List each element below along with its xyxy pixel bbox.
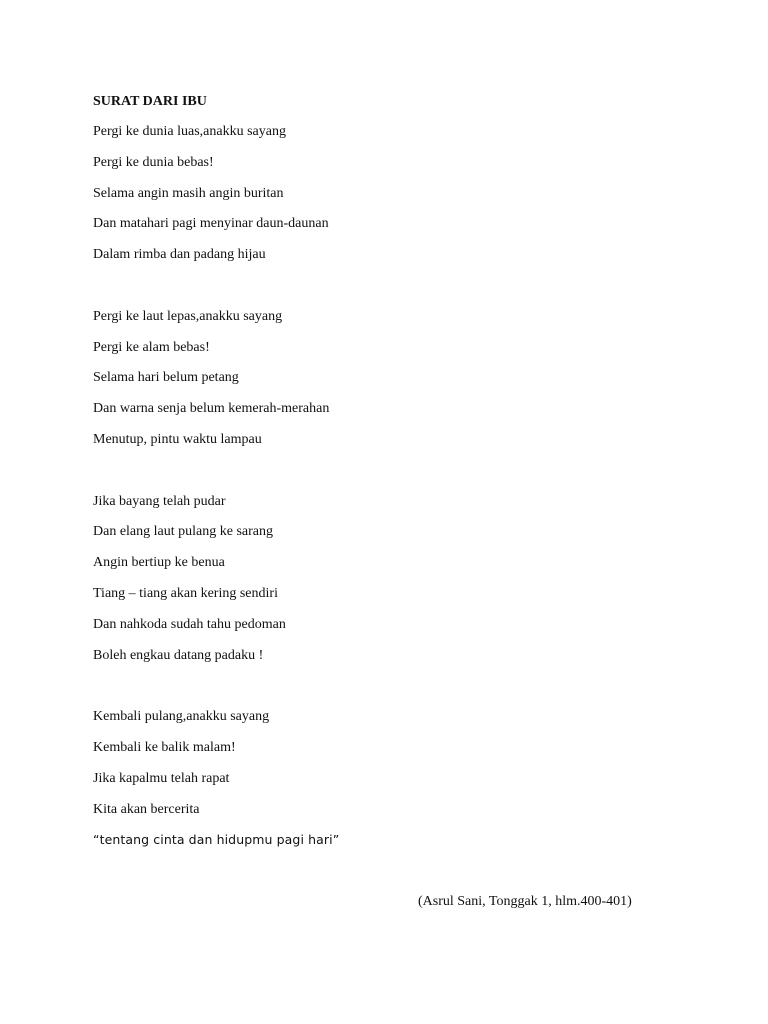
poem-line: Tiang – tiang akan kering sendiri <box>93 585 278 601</box>
poem-line: Boleh engkau datang padaku ! <box>93 647 264 663</box>
stanza-separator <box>93 677 693 708</box>
citation: (Asrul Sani, Tonggak 1, hlm.400-401) <box>418 894 632 909</box>
stanza-3 <box>93 493 693 665</box>
poem-line-quote: “tentang cinta dan hidupmu pagi hari” <box>93 832 340 848</box>
poem-line: Dan nahkoda sudah tahu pedoman <box>93 616 286 632</box>
poem-line: Menutup, pintu waktu lampau <box>93 431 262 447</box>
poem-line: Pergi ke dunia luas,anakku sayang <box>93 124 286 139</box>
poem-line: Kembali ke balik malam! <box>93 739 236 755</box>
stanza-2 <box>93 308 693 449</box>
poem-title: SURAT DARI IBU <box>93 94 207 109</box>
poem-line: Pergi ke laut lepas,anakku sayang <box>93 308 283 324</box>
poem-line: Selama hari belum petang <box>93 370 239 386</box>
poem-line: Kembali pulang,anakku sayang <box>93 709 270 725</box>
poem-line: Jika kapalmu telah rapat <box>93 770 230 786</box>
poem-line: Dan elang laut pulang ke sarang <box>93 524 273 540</box>
stanza-separator <box>93 462 693 493</box>
poem-line: Kita akan bercerita <box>93 801 200 817</box>
poem-line: Pergi ke dunia bebas! <box>93 154 214 170</box>
stanza-4 <box>93 708 693 849</box>
poem-line: Selama angin masih angin buritan <box>93 185 284 201</box>
stanza-1 <box>93 123 693 264</box>
poem-line: Dan warna senja belum kemerah-merahan <box>93 401 330 417</box>
poem-line: Dan matahari pagi menyinar daun-daunan <box>93 216 329 232</box>
poem <box>93 93 693 862</box>
poem-line: Dalam rimba dan padang hijau <box>93 247 266 263</box>
poem-line: Angin bertiup ke benua <box>93 555 225 571</box>
poem-line: Jika bayang telah pudar <box>93 493 226 509</box>
poem-line: Pergi ke alam bebas! <box>93 339 210 355</box>
stanza-separator <box>93 277 693 308</box>
